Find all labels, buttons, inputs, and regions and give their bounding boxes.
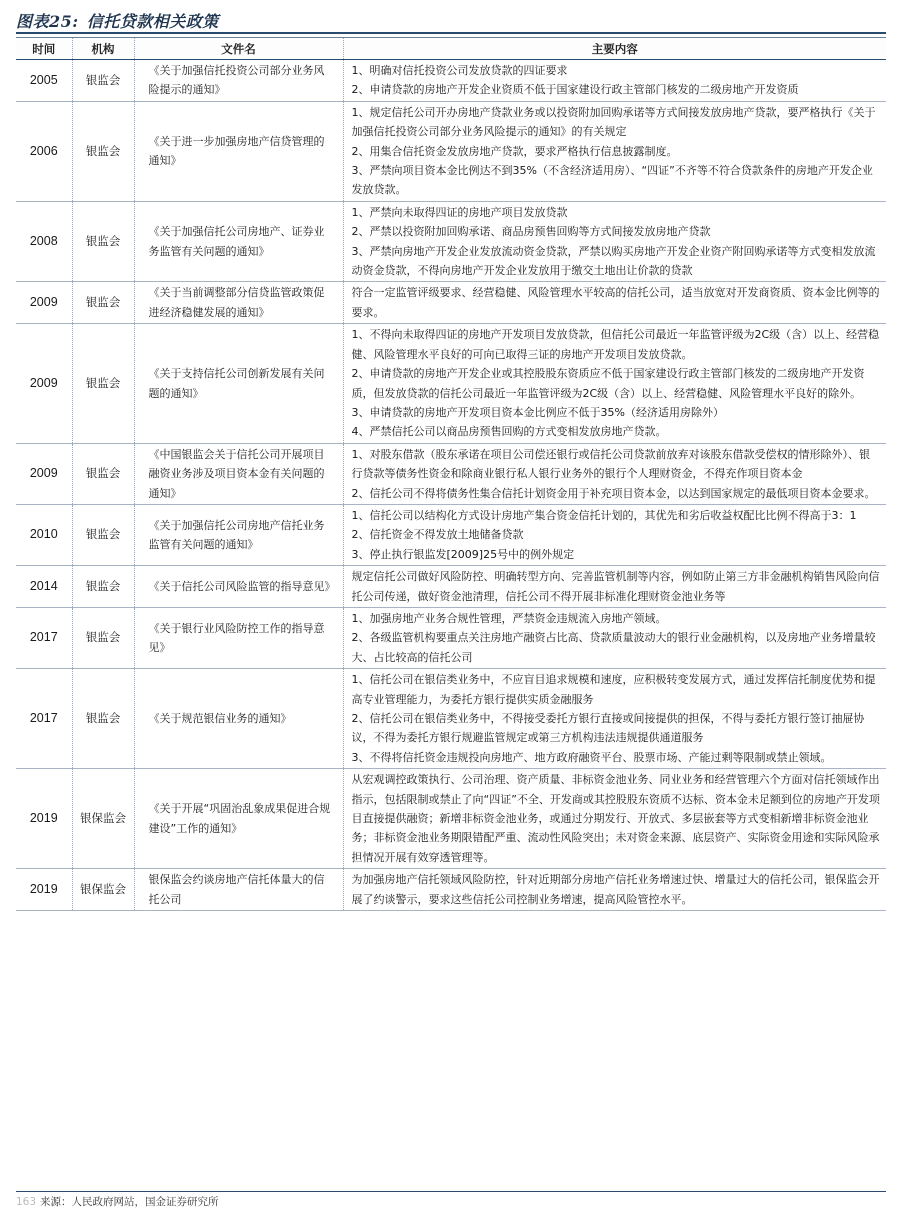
row-org: 银监会 — [72, 201, 134, 282]
content-line: 1、不得向未取得四证的房地产开发项目发放贷款，但信托公司最近一年监管评级为2C级（含）以上、经营稳健、风险管理水平良好的可向已取得三证的房地产开发项目发放贷款。 — [351, 328, 880, 361]
row-org: 银监会 — [72, 504, 134, 565]
content-line: 2、信托资金不得发放土地储备贷款 — [351, 528, 524, 542]
content-line: 3、申请贷款的房地产开发项目资本金比例应不低于35%（经济适用房除外） — [351, 405, 724, 419]
table-row — [16, 282, 886, 324]
figure-title-text: 信托贷款相关政策 — [86, 11, 219, 31]
row-main-content — [343, 201, 886, 282]
row-main-content — [343, 443, 886, 504]
content-line: 符合一定监管评级要求、经营稳健、风险管理水平较高的信托公司，适当放宽对开发商资质、资本金比例等的要求。 — [351, 286, 880, 319]
row-year: 2005 — [16, 60, 72, 102]
content-line: 1、信托公司以结构化方式设计房地产集合资金信托计划的，其优先和劣后收益权配比比例不得高于3：1 — [351, 508, 857, 522]
row-main-content — [343, 869, 886, 911]
table-body — [16, 60, 886, 911]
table-row — [16, 504, 886, 565]
source-note — [16, 1191, 886, 1209]
content-line: 规定信托公司做好风险防控、明确转型方向、完善监管机制等内容，例如防止第三方非金融机构销售风险向信托公司传递，做好资金池清理，信托公司不得开展非标准化理财资金池业务等 — [351, 570, 880, 603]
row-year: 2009 — [16, 324, 72, 443]
row-main-content — [343, 282, 886, 324]
content-line: 3、停止执行银监发[2009]25号中的例外规定 — [351, 547, 575, 561]
row-document-name: 《关于加强信托公司房地产信托业务监管有关问题的通知》 — [134, 504, 343, 565]
content-line: 1、严禁向未取得四证的房地产项目发放贷款 — [351, 205, 568, 219]
row-org: 银保监会 — [72, 769, 134, 869]
content-line: 2、严禁以投资附加回购承诺、商品房预售回购等方式间接发放房地产贷款 — [351, 225, 711, 239]
row-year: 2008 — [16, 201, 72, 282]
content-line: 1、明确对信托投资公司发放贷款的四证要求 — [351, 64, 568, 77]
table-header-row — [16, 38, 886, 60]
row-document-name: 《关于开展“巩固治乱象成果促进合规建设”工作的通知》 — [134, 769, 343, 869]
row-main-content — [343, 60, 886, 102]
table-row — [16, 566, 886, 608]
figure-number: 图表25: — [16, 11, 79, 31]
row-org: 银监会 — [72, 566, 134, 608]
row-year: 2009 — [16, 282, 72, 324]
row-org: 银监会 — [72, 324, 134, 443]
row-year: 2017 — [16, 607, 72, 668]
row-document-name: 《关于支持信托公司创新发展有关问题的通知》 — [134, 324, 343, 443]
content-line: 2、申请贷款的房地产开发企业或其控股股东资质应不低于国家建设行政主管部门核发的二级房地产开发资质，但发放贷款的信托公司最近一年监管评级为2C级（含）以上、经营稳健、风险管理水平良好的除外。 — [351, 367, 865, 400]
row-document-name: 《关于加强信托公司房地产、证券业务监管有关问题的通知》 — [134, 201, 343, 282]
row-org: 银监会 — [72, 60, 134, 102]
table-row — [16, 443, 886, 504]
row-year: 2006 — [16, 101, 72, 201]
content-line: 3、严禁向项目资本金比例达不到35%（不含经济适用房）、“四证”不齐等不符合贷款条件的房地产开发企业发放贷款。 — [351, 164, 873, 197]
content-line: 3、严禁向房地产开发企业发放流动资金贷款，严禁以购买房地产开发企业资产附回购承诺等方式变相发放流动资金贷款，不得向房地产开发企业发放用于缴交土地出让价款的贷款 — [351, 244, 876, 278]
row-document-name: 《关于当前调整部分信贷监管政策促进经济稳健发展的通知》 — [134, 282, 343, 324]
row-main-content — [343, 324, 886, 443]
header-content: 主要内容 — [343, 38, 886, 60]
row-org: 银保监会 — [72, 869, 134, 911]
table-row — [16, 60, 886, 102]
table-row — [16, 769, 886, 869]
content-line: 1、对股东借款（股东承诺在项目公司偿还银行或信托公司贷款前放弃对该股东借款受偿权的情形除外）、银行贷款等债务性资金和除商业银行私人银行业务外的银行个人理财资金，不得充作项目资本金 — [351, 447, 870, 481]
header-year: 时间 — [16, 38, 72, 60]
table-row — [16, 869, 886, 911]
row-org: 银监会 — [72, 443, 134, 504]
row-main-content — [343, 566, 886, 608]
row-document-name: 《中国银监会关于信托公司开展项目融资业务涉及项目资本金有关问题的通知》 — [134, 443, 343, 504]
row-main-content — [343, 769, 886, 869]
content-line: 2、信托公司不得将债务性集合信托计划资金用于补充项目资本金，以达到国家规定的最低项目资本金要求。 — [351, 486, 876, 500]
row-document-name: 《关于信托公司风险监管的指导意见》 — [134, 566, 343, 608]
row-year: 2009 — [16, 443, 72, 504]
row-org: 银监会 — [72, 101, 134, 201]
table-row — [16, 607, 886, 668]
content-line: 从宏观调控政策执行、公司治理、资产质量、非标资金池业务、同业业务和经营管理六个方面对信托领域作出指示，包括限制或禁止了向“四证”不全、开发商或其控股股东资质不达标、资本金未足额到位的房地产开发项目直接提供融资；新增非标资金池业务，或通过分期发行、开放式、多层嵌套等方式变相新增非标资金池业务；非标资金池业务期限错配严重、流动性风险突出；未对资金来源、底层资产、实际资金用途和实际风险承担情况开展有效穿透管理等。 — [351, 773, 880, 864]
row-year: 2019 — [16, 769, 72, 869]
content-line: 为加强房地产信托领域风险防控，针对近期部分房地产信托业务增速过快、增量过大的信托公司，银保监会开展了约谈警示，要求这些信托公司控制业务增速，提高风险管控水平。 — [351, 873, 880, 906]
content-line: 1、信托公司在银信类业务中，不应盲目追求规模和速度，应积极转变发展方式，通过发挥信托制度优势和提高专业管理能力，为委托方银行提供实质金融服务 — [351, 673, 876, 706]
row-document-name: 《关于银行业风险防控工作的指导意见》 — [134, 607, 343, 668]
row-main-content — [343, 101, 886, 201]
row-main-content — [343, 607, 886, 668]
content-line: 3、不得将信托资金违规投向房地产、地方政府融资平台、股票市场、产能过剩等限制或禁止领域。 — [351, 750, 832, 764]
row-main-content — [343, 669, 886, 769]
content-line: 1、加强房地产业务合规性管理，严禁资金违规流入房地产领域。 — [351, 611, 667, 625]
watermark: 163 — [16, 1195, 37, 1208]
row-document-name: 《关于加强信托投资公司部分业务风险提示的通知》 — [134, 60, 343, 102]
row-document-name: 银保监会约谈房地产信托体量大的信托公司 — [134, 869, 343, 911]
content-line: 2、信托公司在银信类业务中，不得接受委托方银行直接或间接提供的担保，不得与委托方银行签订抽屉协议，不得为委托方银行规避监管规定或第三方机构违法违规提供通道服务 — [351, 712, 865, 745]
row-document-name: 《关于进一步加强房地产信贷管理的通知》 — [134, 101, 343, 201]
table-row — [16, 201, 886, 282]
table-row — [16, 101, 886, 201]
row-year: 2014 — [16, 566, 72, 608]
header-doc: 文件名 — [134, 38, 343, 60]
row-year: 2010 — [16, 504, 72, 565]
table-row — [16, 324, 886, 443]
row-org: 银监会 — [72, 669, 134, 769]
row-org: 银监会 — [72, 607, 134, 668]
content-line: 2、各级监管机构要重点关注房地产融资占比高、贷款质量波动大的银行业金融机构，以及房地产业务增量较大、占比较高的信托公司 — [351, 631, 876, 664]
policy-table — [16, 37, 886, 911]
content-line: 2、用集合信托资金发放房地产贷款，要求严格执行信息披露制度。 — [351, 144, 678, 158]
content-line: 2、申请贷款的房地产开发企业资质不低于国家建设行政主管部门核发的二级房地产开发资质 — [351, 83, 799, 97]
header-org: 机构 — [72, 38, 134, 60]
figure-title — [16, 8, 886, 34]
row-org: 银监会 — [72, 282, 134, 324]
source-text: 来源：人民政府网站，国金证券研究所 — [40, 1196, 219, 1208]
table-row — [16, 669, 886, 769]
content-line: 1、规定信托公司开办房地产贷款业务或以投资附加回购承诺等方式间接发放房地产贷款，要严格执行《关于加强信托投资公司部分业务风险提示的通知》的有关规定 — [351, 105, 876, 139]
content-line: 4、严禁信托公司以商品房预售回购的方式变相发放房地产贷款。 — [351, 425, 667, 439]
row-year: 2017 — [16, 669, 72, 769]
row-document-name: 《关于规范银信业务的通知》 — [134, 669, 343, 769]
row-main-content — [343, 504, 886, 565]
row-year: 2019 — [16, 869, 72, 911]
